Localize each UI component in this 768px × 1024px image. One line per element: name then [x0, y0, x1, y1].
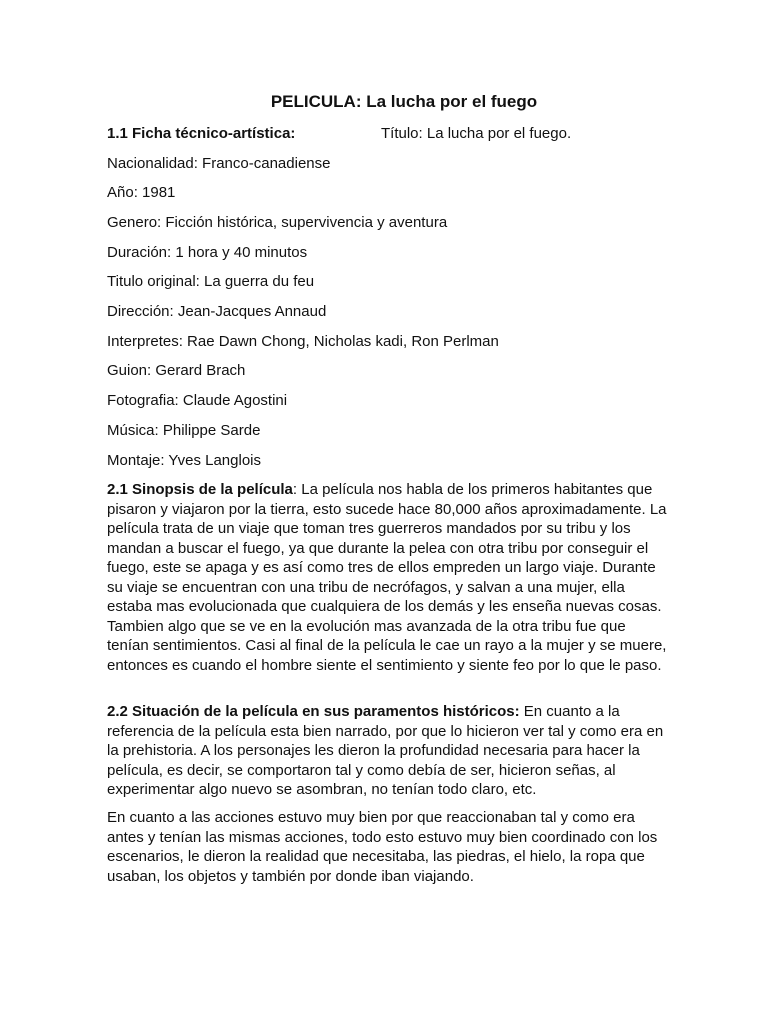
field-montaje: Montaje: Yves Langlois [107, 452, 261, 469]
field-genero: Genero: Ficción histórica, supervivencia y aventura [107, 214, 448, 231]
sinopsis-body: : La película nos habla de los primeros habitantes que pisaron y viajaron por la tierra, esto sucede hace 80,000 años aproximadamente. La película trata de un viaje que toman tres guerreros mandados por su tribu y los mandan a buscar el fuego, ya que durante la pelea con otra tribu por conseguir el fuego, este se apaga y es así como tres de ellos empreden un largo viaje. Durante su viaje se encuentran con una tribu de necrófagos, y salvan a una mujer, ella estaba mas evolucionada que cualquiera de los demás y les enseña nuevas cosas. Tambien algo que se ve en la evolución mas avanzada de la otra tribu fue que tenían sentimientos. Casi al final de la película le cae un rayo a la mujer y se muere, entonces es cuando el hombre siente el sentimiento y siente feo por lo que le paso. [107, 481, 667, 674]
document-title: PELICULA: La lucha por el fuego [270, 92, 538, 111]
field-ano: Año: 1981 [107, 184, 176, 201]
field-direccion: Dirección: Jean-Jacques Annaud [107, 303, 327, 320]
field-duracion: Duración: 1 hora y 40 minutos [107, 244, 308, 261]
sinopsis-heading: 2.1 Sinopsis de la película [107, 481, 293, 498]
acciones-paragraph [107, 808, 667, 886]
sinopsis-paragraph [107, 480, 667, 675]
field-guion: Guion: Gerard Brach [107, 362, 246, 379]
field-interpretes: Interpretes: Rae Dawn Chong, Nicholas kadi, Ron Perlman [107, 333, 499, 350]
situacion-paragraph [107, 702, 667, 800]
field-fotografia: Fotografia: Claude Agostini [107, 392, 288, 409]
ficha-titulo: Título: La lucha por el fuego. [381, 125, 572, 142]
field-nacionalidad: Nacionalidad: Franco-canadiense [107, 155, 331, 172]
ficha-row [107, 124, 667, 144]
situacion-heading: 2.2 Situación de la película en sus paramentos históricos: [107, 703, 520, 720]
ficha-heading: 1.1 Ficha técnico-artística: [107, 125, 296, 142]
acciones-body: En cuanto a las acciones estuvo muy bien por que reaccionaban tal y como era antes y tenían las mismas acciones, todo esto estuvo muy bien coordinado con los escenarios, le dieron la realidad que necesitaba, las piedras, el hielo, la ropa que usaban, los objetos y también por donde iban viajando. [107, 809, 658, 885]
situacion-body: En cuanto a la referencia de la película esta bien narrado, por que lo hicieron ver tal y como era en la prehistoria. A los personajes les dieron la profundidad necesaria para hacer la película, es decir, se comportaron tal y como debía de ser, hicieron señas, al experimentar algo nuevo se asombran, no tenían todo claro, etc. [107, 703, 664, 798]
field-titulo-original: Titulo original: La guerra du feu [107, 273, 315, 290]
field-musica: Música: Philippe Sarde [107, 422, 261, 439]
